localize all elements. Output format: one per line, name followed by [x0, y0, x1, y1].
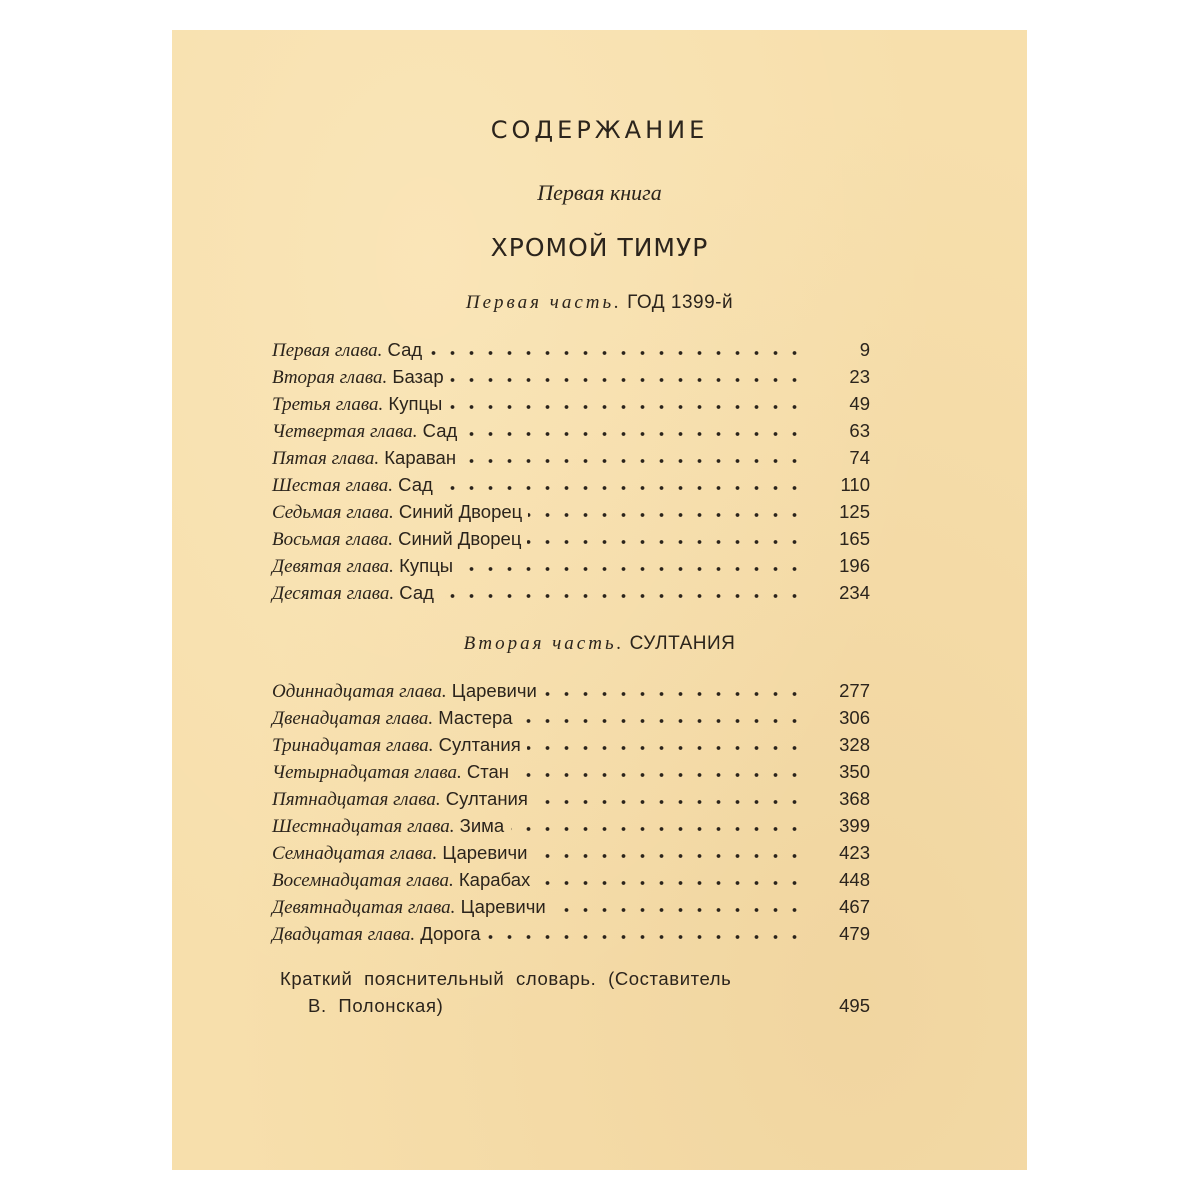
part-label: Первая часть.: [465, 292, 622, 313]
chapter-number: Четвертая глава.: [272, 421, 418, 442]
chapter-page-number: 350: [839, 761, 870, 782]
chapter-page-number: 467: [839, 896, 870, 917]
toc-entry: [272, 417, 870, 444]
part-heading-1: [172, 292, 1027, 314]
dot-leader: [439, 485, 804, 491]
dot-leader: [448, 404, 804, 410]
chapter-page-number: 479: [839, 923, 870, 944]
dot-leader: [440, 593, 804, 599]
dot-leader: [511, 826, 804, 832]
chapter-title: Синий Дворец: [398, 528, 522, 549]
toc-entry: [272, 704, 870, 731]
chapter-page-number: 165: [839, 528, 870, 549]
dot-leader: [533, 853, 804, 859]
toc-entry: [272, 390, 870, 417]
chapter-page-number: 49: [849, 393, 870, 414]
chapter-page-number: 328: [839, 734, 870, 755]
chapter-title: Зима: [459, 815, 505, 836]
glossary-page-number: 495: [839, 995, 870, 1016]
chapter-page-number: 399: [839, 815, 870, 836]
dot-leader: [462, 458, 804, 464]
toc-entry: [272, 731, 870, 758]
dot-leader: [527, 539, 804, 545]
chapter-page-number: 277: [839, 680, 870, 701]
toc-entry: [272, 785, 870, 812]
toc-entry: [272, 920, 870, 947]
chapter-number: Пятая глава.: [272, 448, 380, 469]
chapter-page-number: 423: [839, 842, 870, 863]
chapter-page-number: 63: [849, 420, 870, 441]
chapter-number: Восемнадцатая глава.: [272, 870, 454, 891]
chapter-page-number: 306: [839, 707, 870, 728]
chapter-title: Царевичи: [451, 680, 537, 701]
glossary-entry-compiler: В. Полонская): [308, 995, 444, 1016]
dot-leader: [536, 880, 804, 886]
chapter-page-number: 196: [839, 555, 870, 576]
book-title: ХРОМОЙ ТИМУР: [490, 233, 709, 262]
chapter-title: Синий Дворец: [398, 501, 523, 522]
dot-leader: [464, 431, 804, 437]
chapter-title: Базар: [392, 366, 444, 387]
toc-entry: [272, 758, 870, 785]
chapter-number: Двенадцатая глава.: [272, 708, 434, 729]
chapter-title: Царевичи: [460, 896, 546, 917]
dot-leader: [459, 566, 804, 572]
chapter-title: Султания: [445, 788, 528, 809]
chapter-page-number: 9: [859, 339, 870, 360]
chapter-title: Карабах: [458, 869, 531, 890]
part-heading-2: [172, 633, 1027, 655]
dot-leader: [518, 718, 804, 724]
dot-leader: [449, 377, 804, 383]
chapter-page-number: 125: [839, 501, 870, 522]
dot-leader: [534, 799, 804, 805]
chapter-title: Купцы: [399, 555, 454, 576]
dot-leader: [528, 512, 804, 518]
chapter-number: Десятая глава.: [272, 583, 395, 604]
chapter-number: Седьмая глава.: [272, 502, 394, 523]
dot-leader: [515, 772, 804, 778]
dot-leader: [543, 691, 804, 697]
glossary-entry-line-2: [308, 992, 871, 1019]
chapter-title: Мастера: [438, 707, 513, 728]
chapter-page-number: 74: [849, 447, 870, 468]
chapter-title: Сад: [399, 582, 434, 603]
chapter-title: Сад: [387, 339, 423, 360]
toc-entry: [272, 579, 870, 606]
chapter-number: Четырнадцатая глава.: [272, 762, 462, 783]
book-label: Первая книга: [537, 180, 662, 205]
chapter-number: Вторая глава.: [272, 367, 388, 388]
chapter-title: Сад: [422, 420, 458, 441]
toc-entry: [272, 471, 870, 498]
chapter-number: Двадцатая глава.: [272, 924, 416, 945]
chapter-page-number: 368: [839, 788, 870, 809]
toc-entry: [272, 444, 870, 471]
chapter-page-number: 234: [839, 582, 870, 603]
book-page: [172, 30, 1027, 1170]
dot-leader: [552, 907, 804, 913]
part-label: Вторая часть.: [463, 633, 625, 654]
chapter-title: Сад: [398, 474, 433, 495]
chapter-number: Девятнадцатая глава.: [272, 897, 456, 918]
chapter-number: Одиннадцатая глава.: [272, 681, 447, 702]
dot-leader: [486, 934, 804, 940]
chapter-title: Дорога: [420, 923, 481, 944]
chapter-number: Третья глава.: [272, 394, 384, 415]
chapter-number: Семнадцатая глава.: [272, 843, 438, 864]
toc-entry: [272, 552, 870, 579]
chapter-page-number: 110: [840, 474, 870, 495]
contents-heading: СОДЕРЖАНИЕ: [490, 116, 709, 144]
dot-leader: [429, 350, 804, 356]
chapter-title: Купцы: [388, 393, 443, 414]
chapter-number: Шестнадцатая глава.: [272, 816, 455, 837]
glossary-entry-line-1: Краткий пояснительный словарь. (Составитель: [280, 968, 732, 989]
toc-entry: [272, 525, 870, 552]
chapter-number: Девятая глава.: [272, 556, 394, 577]
toc-entry: [272, 893, 870, 920]
chapter-number: Шестая глава.: [272, 475, 394, 496]
toc-entry: [272, 812, 870, 839]
chapter-title: Караван: [384, 447, 457, 468]
part-name: СУЛТАНИЯ: [629, 633, 736, 654]
chapter-title: Стан: [466, 761, 509, 782]
dot-leader: [527, 745, 804, 751]
chapter-number: Первая глава.: [272, 340, 383, 361]
toc-entry: [272, 839, 870, 866]
chapter-page-number: 448: [839, 869, 870, 890]
chapter-number: Тринадцатая глава.: [272, 735, 434, 756]
chapter-title: Царевичи: [442, 842, 528, 863]
toc-entry: [272, 677, 870, 704]
toc-entry: [272, 866, 870, 893]
chapter-number: Пятнадцатая глава.: [272, 789, 441, 810]
chapter-number: Восьмая глава.: [272, 529, 393, 550]
toc-entry: [272, 363, 870, 390]
part-name: ГОД 1399-й: [627, 292, 734, 313]
toc-entry: [272, 336, 870, 363]
toc-entry: [272, 498, 870, 525]
chapter-page-number: 23: [849, 366, 870, 387]
chapter-title: Султания: [438, 734, 521, 755]
